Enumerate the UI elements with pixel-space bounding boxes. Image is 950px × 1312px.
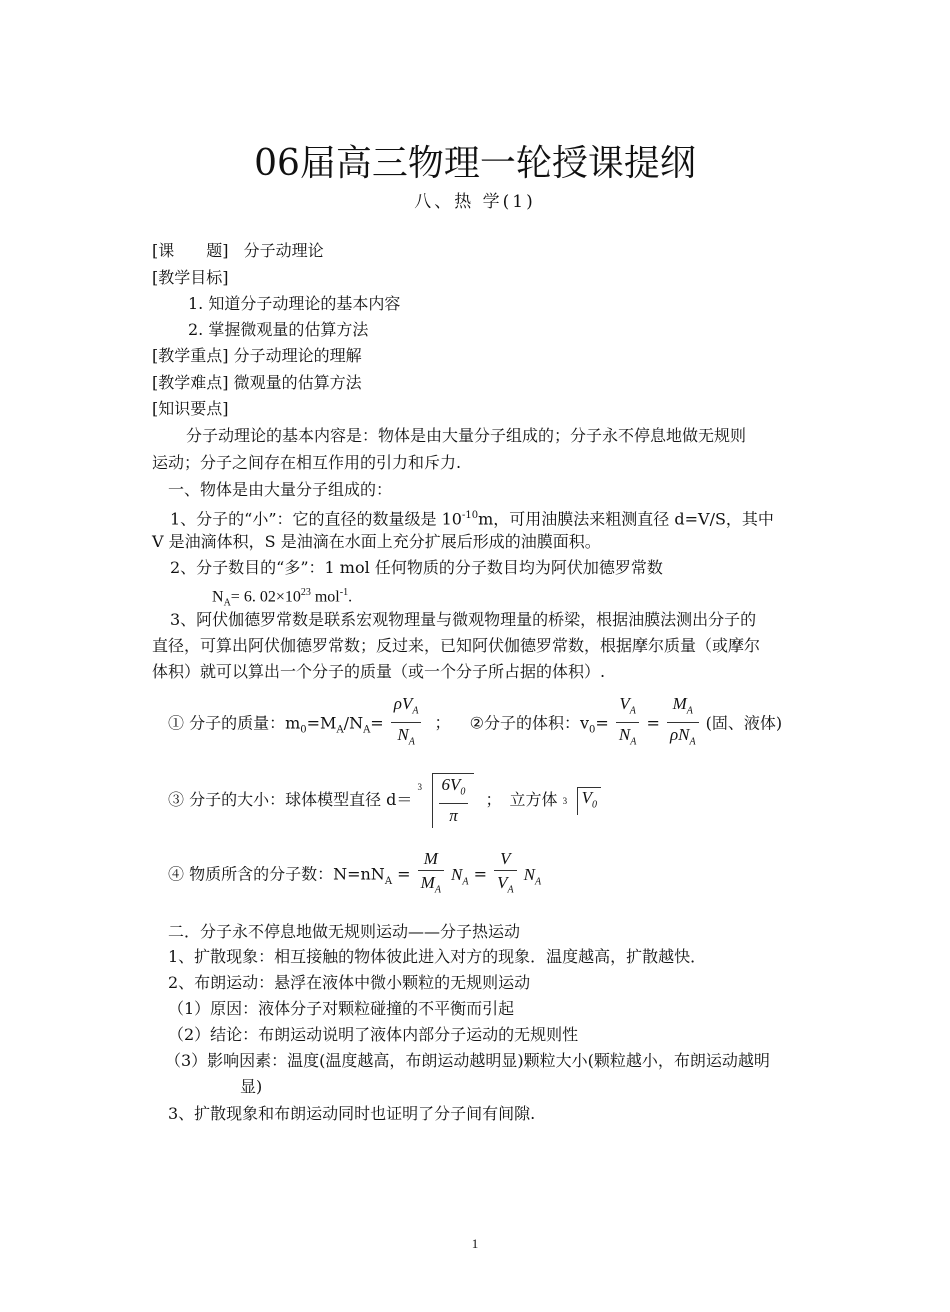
fraction-MA-rhoNA: $\frac{M_A}{\rho N_A}$: [667, 693, 699, 755]
fraction-M-MA: $\frac{M}{M_A}$: [418, 848, 444, 902]
difficulty-row: [152, 373, 362, 393]
difficulty-value: 微观量的估算方法: [233, 373, 362, 392]
section2-heading: 二．分子永不停息地做无规则运动——分子热运动: [168, 922, 521, 941]
intro-line: 运动；分子之间存在相互作用的引力和斥力.: [152, 453, 462, 472]
section1-p3: 3、阿伏伽德罗常数是联系宏观物理量与微观物理量的桥梁，根据油膜法测出分子的: [170, 610, 757, 629]
section1-p1-cont: V 是油滴体积，S 是油滴在水面上充分扩展后形成的油膜面积。: [152, 532, 601, 551]
avogadro-constant: $N_A= 6$. $02\times 10^{23}$ mol$^{-1}$.: [212, 587, 353, 609]
focus-label: [教学重点]: [152, 346, 229, 365]
section2-p2-2: （2）结论：布朗运动说明了液体内部分子运动的无规则性: [168, 1025, 579, 1044]
fraction-VA-NA: $\frac{V_A}{N_A}$: [616, 693, 639, 755]
section1-p1: 1、分子的“小”：它的直径的数量级是 $10^{-10}m$，可用油膜法来粗测直径 d=V/S，其中: [170, 509, 774, 529]
section1-p3-cont: 直径，可算出阿伏伽德罗常数；反过来，已知阿伏伽德罗常数，根据摩尔质量（或摩尔: [152, 636, 761, 655]
page-subtitle: 八、热 学(1): [414, 192, 536, 212]
focus-value: 分子动理论的理解: [233, 346, 362, 365]
section1-heading: 一、物体是由大量分子组成的：: [168, 480, 393, 499]
cube-root-sphere: 3 $\frac{6V_0}{\pi}$: [418, 773, 475, 828]
section2-p2-1: （1）原因：液体分子对颗粒碰撞的不平衡而引起: [168, 999, 515, 1018]
knowledge-label: [知识要点]: [152, 399, 229, 418]
focus-row: [152, 346, 362, 366]
topic-value: 分子动理论: [243, 241, 324, 260]
section2-p2-3-cont: 显): [240, 1077, 263, 1096]
fraction-V-VA: $\frac{V}{V_A}$: [494, 848, 517, 902]
formula-count: ④ 物质所含的分子数：$N=nN_A$ = $\frac{M}{M_A}$ $N_A$ = $\frac{V}{V_A}$ $N_A$: [168, 848, 541, 902]
goals-label: [教学目标]: [152, 268, 229, 287]
cube-root-cube: 3 $V_0$: [563, 787, 601, 815]
section1-p2: 2、分子数目的“多”：1 mol 任何物质的分子数目均为阿伏加德罗常数: [170, 558, 663, 577]
formula-mass-volume: ① 分子的质量：$m_0=M_A/N_A=$ $\frac{\rho V_A}{N_A}$ ； ②分子的体积：$v_0=$ $\frac{V_A}{N_A}$ = $\frac{M_A}{\rho N_A}$ (固、液体): [168, 693, 782, 755]
goal-item: 2. 掌握微观量的估算方法: [188, 320, 369, 339]
difficulty-label: [教学难点]: [152, 373, 229, 392]
topic-row: [152, 241, 324, 261]
section2-p2-3: （3）影响因素：温度(温度越高，布朗运动越明显)颗粒大小(颗粒越小，布朗运动越明: [165, 1051, 770, 1070]
section2-p1: 1、扩散现象：相互接触的物体彼此进入对方的现象．温度越高，扩散越快．: [168, 947, 707, 966]
page-title: 06届高三物理一轮授课提纲: [254, 143, 696, 184]
section2-p3: 3、扩散现象和布朗运动同时也证明了分子间有间隙.: [168, 1104, 536, 1123]
section2-p2: 2、布朗运动：悬浮在液体中微小颗粒的无规则运动: [168, 973, 531, 992]
formula-size: ③ 分子的大小：球体模型直径 d＝ 3 $\frac{6V_0}{\pi}$ ； 立方体 3 $V_0$: [168, 773, 601, 828]
goal-item: 1. 知道分子动理论的基本内容: [188, 294, 401, 313]
page-number: 1: [471, 1236, 479, 1251]
topic-label: [课 题]: [152, 241, 229, 260]
intro-line: 分子动理论的基本内容是：物体是由大量分子组成的；分子永不停息地做无规则: [186, 426, 747, 445]
fraction-rhoVA-NA: $\frac{\rho V_A}{N_A}$: [391, 693, 422, 755]
section1-p3-cont: 体积）就可以算出一个分子的质量（或一个分子所占据的体积）.: [152, 662, 606, 681]
